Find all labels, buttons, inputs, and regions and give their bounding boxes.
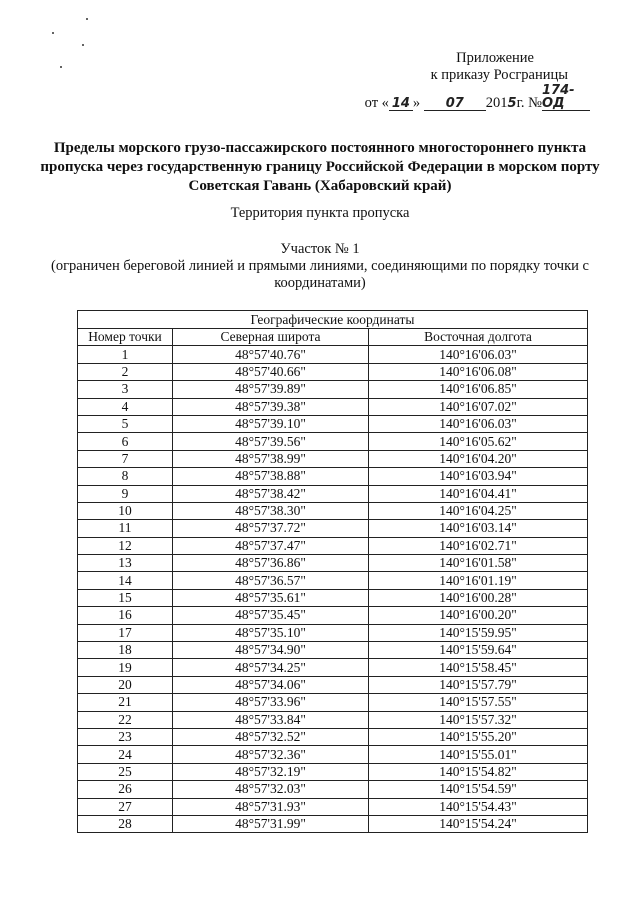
point-number-cell: 14 <box>78 572 173 589</box>
table-row <box>78 572 588 589</box>
latitude-cell: 48°57'39.38" <box>173 398 369 415</box>
point-number-cell: 27 <box>78 798 173 815</box>
date-mid: » <box>412 95 421 111</box>
table-row <box>78 381 588 398</box>
appendix-label: Приложение <box>456 50 534 66</box>
longitude-cell: 140°16'06.85" <box>369 381 588 398</box>
longitude-cell: 140°15'54.59" <box>369 781 588 798</box>
longitude-cell: 140°16'01.58" <box>369 555 588 572</box>
longitude-cell: 140°16'03.14" <box>369 520 588 537</box>
section-description: (ограничен береговой линией и прямыми линиями, соединяющими по порядку точки с координатами) <box>51 258 589 291</box>
latitude-cell: 48°57'40.66" <box>173 363 369 380</box>
point-number-cell: 8 <box>78 468 173 485</box>
point-number-cell: 26 <box>78 781 173 798</box>
latitude-cell: 48°57'34.90" <box>173 642 369 659</box>
table-row <box>78 746 588 763</box>
longitude-cell: 140°15'59.95" <box>369 624 588 641</box>
date-prefix: от « <box>364 95 389 111</box>
point-number-cell: 7 <box>78 450 173 467</box>
table-row <box>78 624 588 641</box>
latitude-cell: 48°57'36.57" <box>173 572 369 589</box>
latitude-cell: 48°57'38.99" <box>173 450 369 467</box>
latitude-cell: 48°57'40.76" <box>173 346 369 363</box>
longitude-cell: 140°16'04.41" <box>369 485 588 502</box>
point-number-cell: 10 <box>78 502 173 519</box>
table-row <box>78 815 588 832</box>
table-row <box>78 398 588 415</box>
table-row <box>78 642 588 659</box>
latitude-cell: 48°57'32.36" <box>173 746 369 763</box>
point-number-cell: 1 <box>78 346 173 363</box>
longitude-cell: 140°16'03.94" <box>369 468 588 485</box>
point-number-cell: 12 <box>78 537 173 554</box>
latitude-cell: 48°57'33.96" <box>173 694 369 711</box>
point-number-cell: 5 <box>78 415 173 432</box>
point-number-cell: 23 <box>78 728 173 745</box>
document-title: Пределы морского грузо-пассажирского постоянного многостороннего пункта пропуска через государственную границу Российской Федерации в морском порту Советская Гавань (Хабаровский край) <box>40 140 600 194</box>
table-row <box>78 555 588 572</box>
longitude-cell: 140°16'04.25" <box>369 502 588 519</box>
point-number-cell: 11 <box>78 520 173 537</box>
section-header <box>40 241 600 292</box>
table-row <box>78 520 588 537</box>
point-number-cell: 4 <box>78 398 173 415</box>
point-number-cell: 18 <box>78 642 173 659</box>
longitude-cell: 140°15'54.24" <box>369 815 588 832</box>
longitude-cell: 140°15'55.20" <box>369 728 588 745</box>
longitude-cell: 140°16'06.03" <box>369 346 588 363</box>
longitude-cell: 140°16'05.62" <box>369 433 588 450</box>
scan-speck <box>60 66 62 68</box>
table-row <box>78 346 588 363</box>
section-heading: Участок № 1 <box>280 241 360 257</box>
latitude-cell: 48°57'32.19" <box>173 763 369 780</box>
longitude-cell: 140°16'07.02" <box>369 398 588 415</box>
longitude-cell: 140°16'06.08" <box>369 363 588 380</box>
point-number-cell: 3 <box>78 381 173 398</box>
point-number-cell: 6 <box>78 433 173 450</box>
longitude-cell: 140°15'55.01" <box>369 746 588 763</box>
latitude-cell: 48°57'38.30" <box>173 502 369 519</box>
appendix-date-line <box>360 84 590 112</box>
point-number-cell: 21 <box>78 694 173 711</box>
longitude-cell: 140°16'00.28" <box>369 589 588 606</box>
table-row <box>78 468 588 485</box>
point-number-cell: 19 <box>78 659 173 676</box>
table-row <box>78 537 588 554</box>
latitude-cell: 48°57'39.10" <box>173 415 369 432</box>
handwritten-day: 14 <box>389 97 413 111</box>
latitude-cell: 48°57'34.06" <box>173 676 369 693</box>
table-row <box>78 415 588 432</box>
longitude-cell: 140°15'57.79" <box>369 676 588 693</box>
point-number-cell: 25 <box>78 763 173 780</box>
point-number-cell: 24 <box>78 746 173 763</box>
latitude-cell: 48°57'33.84" <box>173 711 369 728</box>
latitude-cell: 48°57'35.10" <box>173 624 369 641</box>
year-prefix: 201 <box>485 95 508 111</box>
longitude-cell: 140°15'59.64" <box>369 642 588 659</box>
latitude-cell: 48°57'31.99" <box>173 815 369 832</box>
longitude-cell: 140°15'57.55" <box>369 694 588 711</box>
latitude-cell: 48°57'39.56" <box>173 433 369 450</box>
table-row <box>78 433 588 450</box>
point-number-cell: 17 <box>78 624 173 641</box>
table-row <box>78 450 588 467</box>
scan-speck <box>52 32 54 34</box>
scan-speck <box>86 18 88 20</box>
column-header-latitude: Северная широта <box>173 329 369 346</box>
handwritten-order-number: 174-ОД <box>542 84 590 111</box>
point-number-cell: 16 <box>78 607 173 624</box>
longitude-cell: 140°16'06.03" <box>369 415 588 432</box>
appendix-block <box>360 50 590 112</box>
table-row <box>78 659 588 676</box>
scan-speck <box>82 44 84 46</box>
latitude-cell: 48°57'36.86" <box>173 555 369 572</box>
point-number-cell: 13 <box>78 555 173 572</box>
handwritten-year-digit: 5 <box>507 96 517 111</box>
latitude-cell: 48°57'35.61" <box>173 589 369 606</box>
latitude-cell: 48°57'31.93" <box>173 798 369 815</box>
document-subtitle: Территория пункта пропуска <box>230 205 410 221</box>
point-number-cell: 15 <box>78 589 173 606</box>
longitude-cell: 140°16'01.19" <box>369 572 588 589</box>
point-number-cell: 22 <box>78 711 173 728</box>
table-row <box>78 711 588 728</box>
table-row <box>78 676 588 693</box>
latitude-cell: 48°57'32.03" <box>173 781 369 798</box>
longitude-cell: 140°15'58.45" <box>369 659 588 676</box>
latitude-cell: 48°57'37.72" <box>173 520 369 537</box>
longitude-cell: 140°16'02.71" <box>369 537 588 554</box>
handwritten-month: 07 <box>424 97 486 111</box>
point-number-cell: 20 <box>78 676 173 693</box>
point-number-cell: 28 <box>78 815 173 832</box>
point-number-cell: 2 <box>78 363 173 380</box>
table-row <box>78 502 588 519</box>
longitude-cell: 140°16'00.20" <box>369 607 588 624</box>
coordinates-table <box>77 310 588 833</box>
number-prefix: г. № <box>516 95 542 111</box>
group-header: Географические координаты <box>78 311 588 329</box>
column-header-longitude: Восточная долгота <box>369 329 588 346</box>
table-row <box>78 607 588 624</box>
latitude-cell: 48°57'34.25" <box>173 659 369 676</box>
table-row <box>78 485 588 502</box>
appendix-order-ref: к приказу Росграницы <box>430 67 568 83</box>
latitude-cell: 48°57'38.88" <box>173 468 369 485</box>
longitude-cell: 140°15'57.32" <box>369 711 588 728</box>
latitude-cell: 48°57'32.52" <box>173 728 369 745</box>
table-row <box>78 694 588 711</box>
column-header-point: Номер точки <box>78 329 173 346</box>
longitude-cell: 140°15'54.43" <box>369 798 588 815</box>
table-row <box>78 763 588 780</box>
point-number-cell: 9 <box>78 485 173 502</box>
table-row <box>78 363 588 380</box>
latitude-cell: 48°57'37.47" <box>173 537 369 554</box>
table-row <box>78 781 588 798</box>
latitude-cell: 48°57'38.42" <box>173 485 369 502</box>
latitude-cell: 48°57'39.89" <box>173 381 369 398</box>
table-row <box>78 798 588 815</box>
longitude-cell: 140°15'54.82" <box>369 763 588 780</box>
latitude-cell: 48°57'35.45" <box>173 607 369 624</box>
longitude-cell: 140°16'04.20" <box>369 450 588 467</box>
table-row <box>78 589 588 606</box>
table-row <box>78 728 588 745</box>
